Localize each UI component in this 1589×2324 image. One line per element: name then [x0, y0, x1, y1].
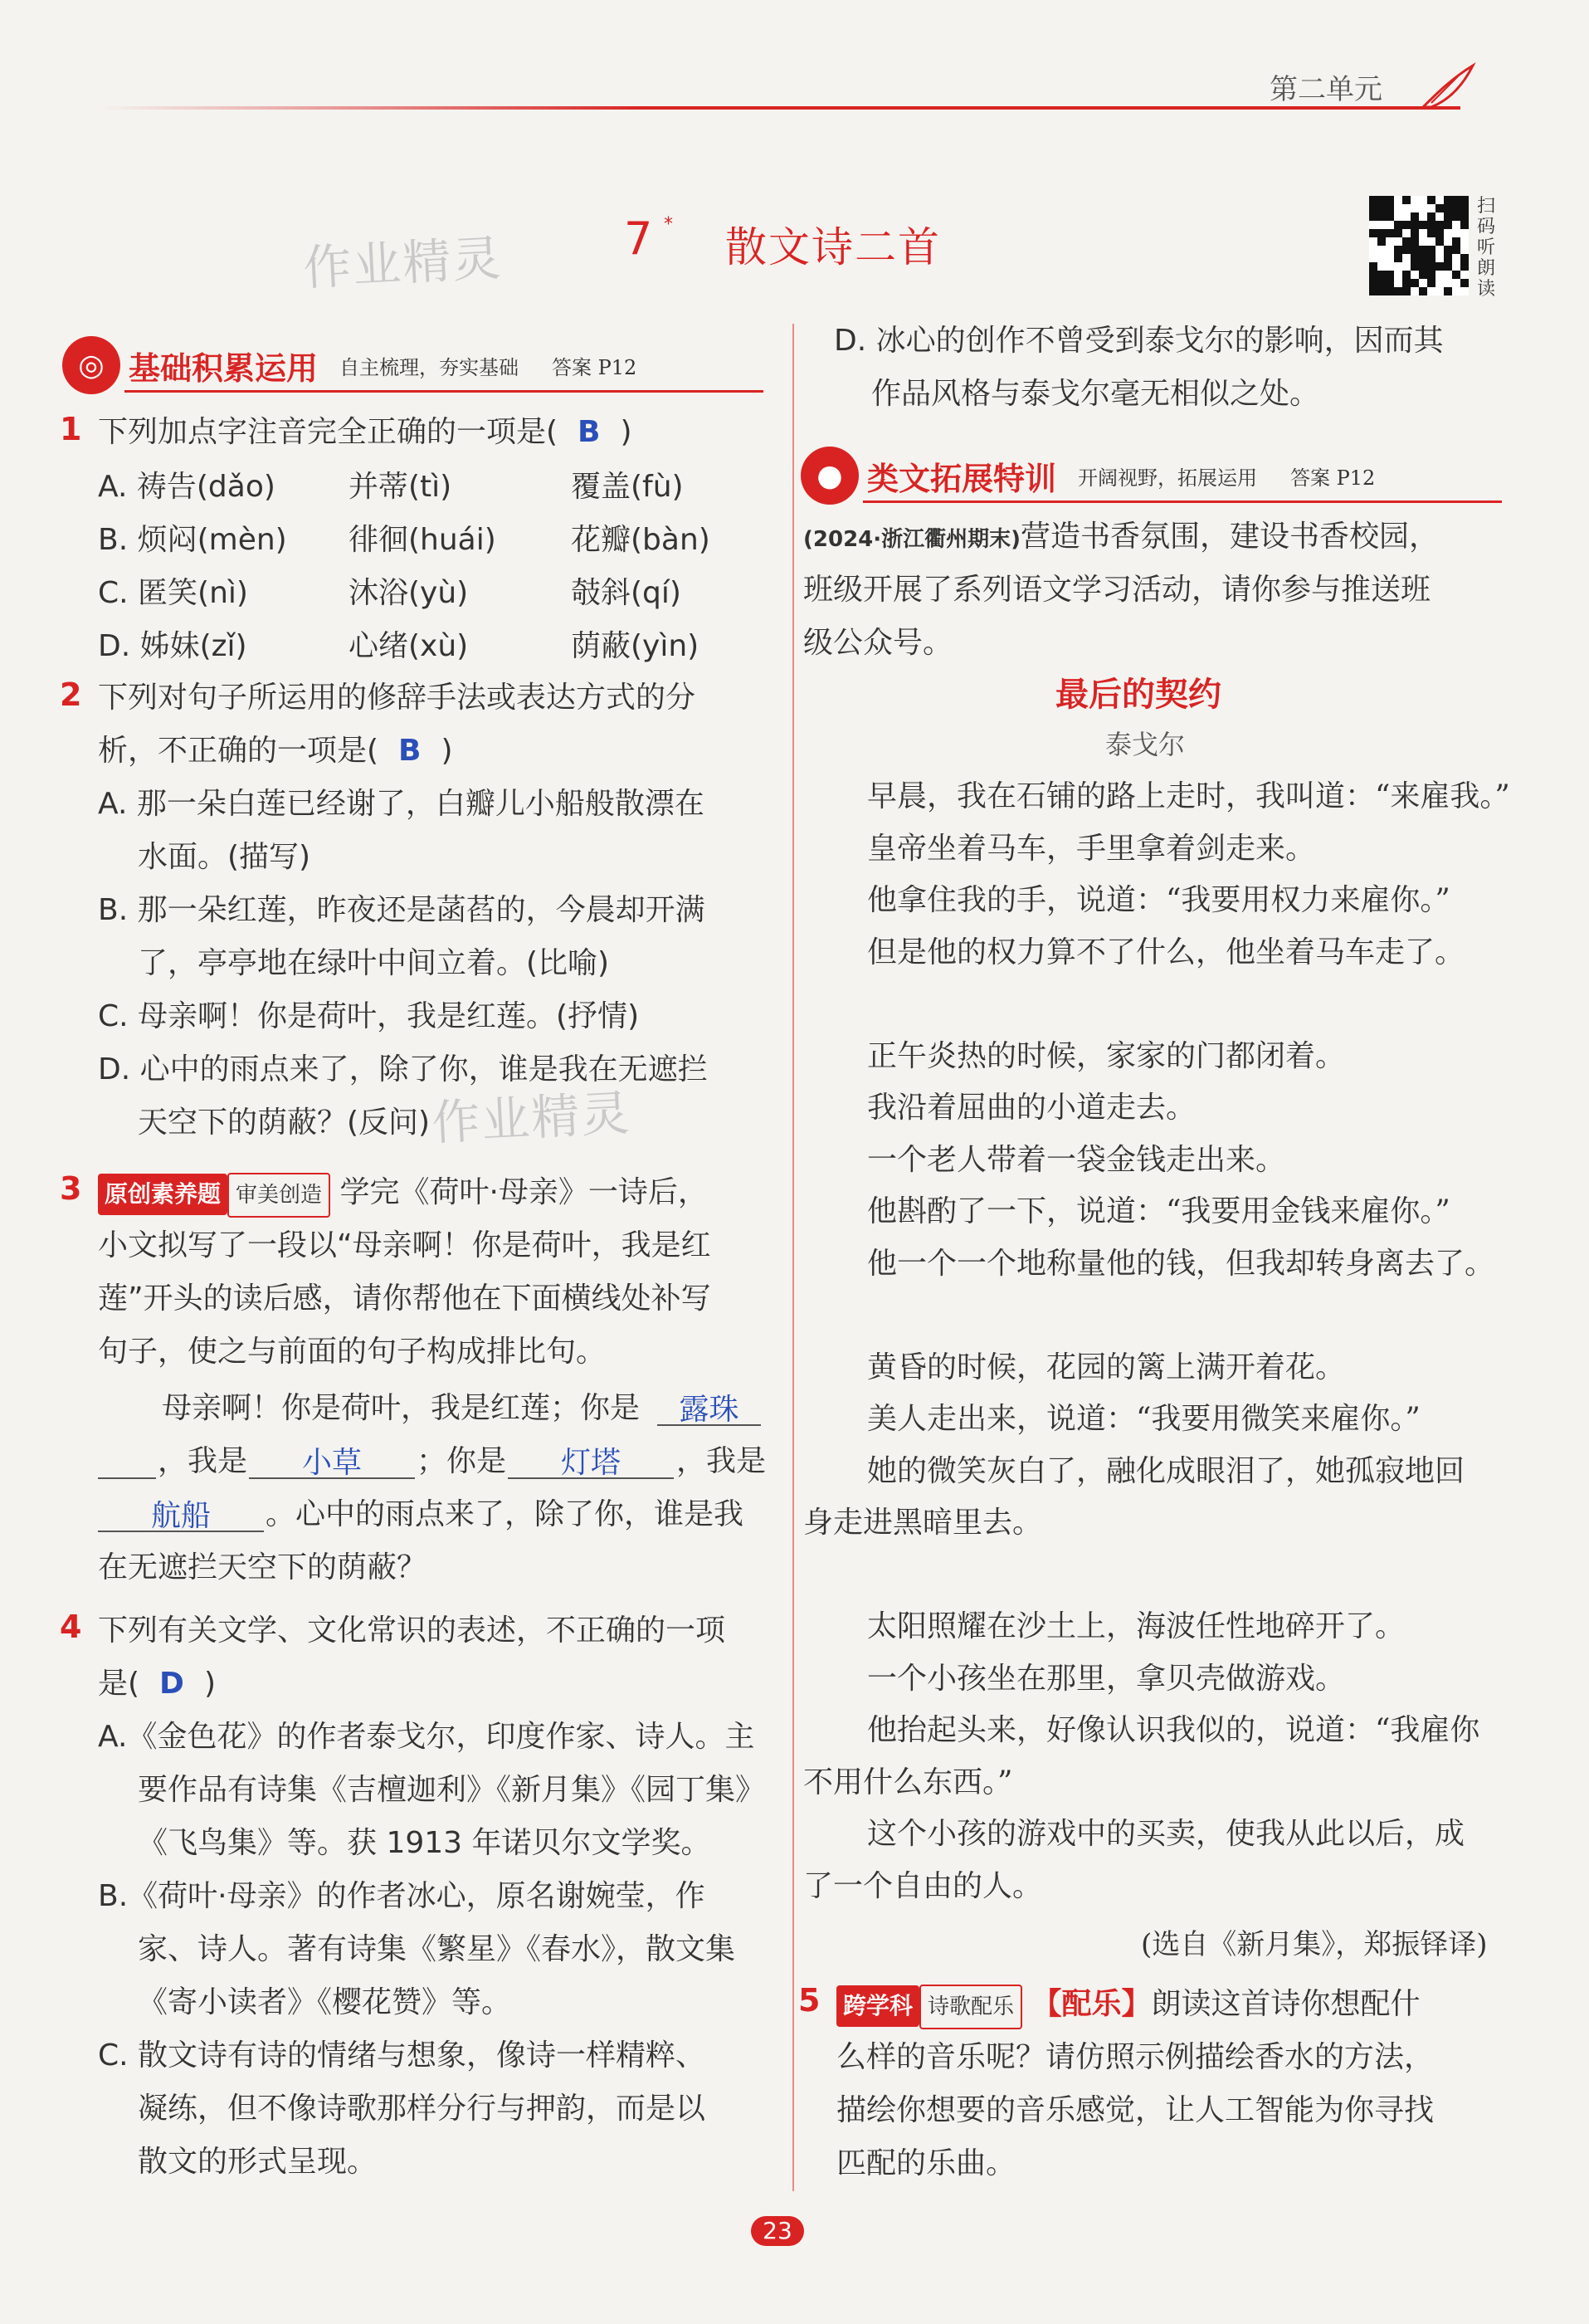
qr-module	[1419, 229, 1427, 237]
qr-module	[1419, 221, 1427, 229]
qr-module	[1402, 204, 1411, 212]
qr-module	[1411, 262, 1419, 271]
qr-module	[1411, 196, 1419, 204]
qr-module	[1386, 254, 1394, 262]
qr-module	[1386, 279, 1394, 287]
q1-option-cell: 并蒂(tì)	[349, 470, 452, 504]
globe-icon: ●	[801, 447, 859, 505]
q2-option-line: C. 母亲啊！你是荷叶，我是红莲。(抒情)	[98, 999, 640, 1033]
qr-module	[1402, 279, 1411, 287]
section-basic	[62, 342, 636, 388]
qr-module	[1419, 246, 1427, 254]
qr-module	[1419, 196, 1427, 204]
qr-module	[1452, 221, 1460, 229]
q4-stem-line2: 是( D )	[98, 1667, 216, 1701]
q2-answer: B	[398, 734, 422, 768]
qr-module	[1460, 212, 1469, 221]
q1-option-cell: 覆盖(fù)	[571, 470, 684, 504]
qr-module	[1435, 221, 1444, 229]
qr-module	[1427, 221, 1435, 229]
q1-option-cell: 心绪(xù)	[349, 629, 469, 663]
qr-module	[1460, 262, 1469, 271]
qr-module	[1435, 196, 1444, 204]
qr-module	[1377, 262, 1386, 271]
qr-module	[1377, 204, 1386, 212]
q3-blank-2[interactable]: 小草	[249, 1439, 415, 1479]
target-icon: ◎	[62, 336, 120, 394]
watermark: 作业精灵	[301, 229, 504, 297]
qr-module	[1419, 262, 1427, 271]
qr-module	[1386, 237, 1394, 246]
qr-module	[1452, 204, 1460, 212]
qr-module	[1427, 279, 1435, 287]
qr-module	[1444, 254, 1452, 262]
qr-module	[1435, 246, 1444, 254]
section-title: 类文拓展特训	[867, 460, 1057, 497]
q4-option-line: A.《金色花》的作者泰戈尔，印度作家、诗人。主	[98, 1720, 755, 1754]
q5-line1: 跨学科 诗歌配乐 【配乐】朗读这首诗你想配什	[836, 1984, 1421, 2029]
qr-module	[1411, 204, 1419, 212]
q4-stem-line1: 下列有关文学、文化常识的表述，不正确的一项	[98, 1614, 726, 1648]
q3-fill-mid2: ；你是	[417, 1444, 507, 1478]
qr-module	[1369, 262, 1377, 271]
qr-module	[1402, 271, 1411, 279]
qr-module	[1369, 246, 1377, 254]
intro-line1: (2024·浙江衢州期末)营造书香氛围，建设书香校园，	[803, 520, 1440, 554]
qr-module	[1369, 287, 1377, 295]
answer-ref: 答案 P12	[552, 355, 637, 379]
qr-module	[1444, 204, 1452, 212]
poem-line: 黄昏的时候，花园的篱上满开着花。	[867, 1350, 1346, 1384]
qr-module	[1386, 204, 1394, 212]
q4-option-line: B.《荷叶·母亲》的作者冰心，原名谢婉莹，作	[98, 1879, 705, 1913]
qr-module	[1419, 279, 1427, 287]
qr-module	[1452, 246, 1460, 254]
qr-module	[1377, 221, 1386, 229]
unit-label: 第二单元	[1270, 73, 1382, 106]
qr-module	[1419, 287, 1427, 295]
qr-module	[1411, 212, 1419, 221]
qr-module	[1419, 204, 1427, 212]
poem-citation: (选自《新月集》，郑振铎译)	[1141, 1928, 1488, 1961]
q3-fill-mid1: ，我是	[158, 1444, 248, 1478]
qr-module	[1460, 246, 1469, 254]
poem-line: 她的微笑灰白了，融化成眼泪了，她孤寂地回	[867, 1453, 1465, 1488]
qr-module	[1435, 254, 1444, 262]
qr-module	[1460, 279, 1469, 287]
header-rule	[100, 106, 1460, 110]
qr-module	[1460, 229, 1469, 237]
qr-module	[1460, 221, 1469, 229]
qr-module	[1452, 254, 1460, 262]
qr-module	[1386, 262, 1394, 271]
watermark: 作业精灵	[430, 1084, 632, 1152]
qr-module	[1369, 212, 1377, 221]
qr-module	[1452, 279, 1460, 287]
qr-module	[1394, 221, 1402, 229]
qr-module	[1435, 271, 1444, 279]
qr-module	[1386, 221, 1394, 229]
qr-module	[1419, 237, 1427, 246]
qr-module	[1369, 204, 1377, 212]
qr-module	[1411, 237, 1419, 246]
q2-option-line: B. 那一朵红莲，昨夜还是菡萏的，今晨却开满	[98, 893, 705, 927]
qr-module	[1377, 237, 1386, 246]
qr-module	[1377, 246, 1386, 254]
section-title: 基础积累运用	[129, 349, 319, 387]
poem-line: 美人走出来，说道：“我要用微笑来雇你。”	[867, 1402, 1421, 1436]
q1-option-cell: 沐浴(yù)	[349, 576, 469, 610]
qr-module	[1386, 212, 1394, 221]
qr-module	[1377, 196, 1386, 204]
qr-module	[1444, 221, 1452, 229]
qr-module	[1444, 279, 1452, 287]
q1-option-cell: D. 姊妹(zǐ)	[98, 629, 247, 663]
qr-module	[1411, 229, 1419, 237]
qr-module	[1411, 279, 1419, 287]
qr-module	[1435, 287, 1444, 295]
qr-module	[1427, 287, 1435, 295]
page-number: 23	[751, 2216, 804, 2246]
qr-module	[1460, 254, 1469, 262]
qr-module	[1411, 271, 1419, 279]
poem-title: 最后的契约	[1055, 676, 1221, 714]
qr-module	[1452, 212, 1460, 221]
poem-line: 但是他的权力算不了什么，他坐着马车走了。	[867, 935, 1465, 969]
qr-module	[1460, 287, 1469, 295]
qr-module	[1419, 271, 1427, 279]
column-divider	[792, 324, 794, 2191]
poem-line: 身走进黑暗里去。	[803, 1506, 1043, 1540]
original-tag: 原创素养题	[98, 1174, 227, 1215]
qr-module	[1402, 237, 1411, 246]
qr-module	[1394, 237, 1402, 246]
qr-module	[1369, 254, 1377, 262]
qr-module	[1377, 254, 1386, 262]
qr-module	[1444, 287, 1452, 295]
q4-option-line: 凝练，但不像诗歌那样分行与押韵，而是以	[138, 2092, 706, 2126]
qr-module	[1402, 196, 1411, 204]
qr-module	[1386, 196, 1394, 204]
qr-module	[1402, 287, 1411, 295]
poem-line: 一个老人带着一袋金钱走出来。	[867, 1142, 1286, 1177]
qr-module	[1444, 246, 1452, 254]
poem-line: 他一个一个地称量他的钱，但我却转身离去了。	[867, 1246, 1495, 1281]
qr-module	[1411, 221, 1419, 229]
qr-module	[1435, 237, 1444, 246]
qr-module	[1386, 271, 1394, 279]
qr-module	[1460, 196, 1469, 204]
qr-module	[1444, 196, 1452, 204]
qr-module	[1394, 279, 1402, 287]
question-number: 1	[60, 411, 82, 447]
q3-fill-intro: 母亲啊！你是荷叶，我是红莲；你是	[162, 1391, 641, 1425]
qr-module	[1369, 229, 1377, 237]
q4-option-line: 《飞鸟集》等。获 1913 年诺贝尔文学奖。	[138, 1826, 711, 1860]
q2-stem-line2: 析，不正确的一项是( B )	[98, 734, 453, 768]
q4-option-line: 散文的形式呈现。	[138, 2145, 378, 2179]
q1-option-cell: B. 烦闷(mèn)	[98, 523, 287, 557]
intro-line2: 班级开展了系列语文学习活动，请你参与推送班	[803, 573, 1431, 607]
q3-line4: 句子，使之与前面的句子构成排比句。	[98, 1335, 607, 1369]
qr-module	[1369, 271, 1377, 279]
qr-module	[1394, 287, 1402, 295]
qr-module	[1419, 254, 1427, 262]
qr-module	[1427, 262, 1435, 271]
qr-module	[1452, 262, 1460, 271]
question-number: 4	[60, 1609, 82, 1645]
poem-line: 皇帝坐着马车，手里拿着剑走来。	[867, 831, 1316, 866]
qr-module	[1435, 279, 1444, 287]
q5-line2: 么样的音乐呢？请仿照示例描绘香水的方法，	[836, 2040, 1435, 2074]
qr-module	[1369, 221, 1377, 229]
section-subtitle: 自主梳理，夯实基础	[339, 355, 519, 379]
q2-option-line: 水面。(描写)	[138, 840, 311, 874]
q1-option-cell: 荫蔽(yìn)	[571, 629, 699, 663]
poem-line: 我沿着屈曲的小道走去。	[867, 1091, 1197, 1125]
q4-option-line: 《寄小读者》《樱花赞》等。	[138, 1985, 512, 2019]
qr-module	[1411, 254, 1419, 262]
qr-module	[1427, 229, 1435, 237]
q3-line2: 小文拟写了一段以“母亲啊！你是荷叶，我是红	[98, 1228, 711, 1262]
poem-line: 了一个自由的人。	[803, 1868, 1043, 1903]
q2-option-line: A. 那一朵白莲已经谢了，白瓣儿小船般散漂在	[98, 787, 704, 821]
qr-module	[1452, 287, 1460, 295]
qr-module	[1386, 287, 1394, 295]
question-number: 2	[60, 676, 82, 713]
q1-option-cell: C. 匿笑(nì)	[98, 576, 248, 610]
q4-option-line: 要作品有诗集《吉檀迦利》《新月集》《园丁集》	[138, 1773, 766, 1807]
qr-module	[1419, 212, 1427, 221]
q1-answer: B	[578, 415, 601, 449]
poem-line: 他斟酌了一下，说道：“我要用金钱来雇你。”	[867, 1194, 1450, 1228]
qr-module	[1394, 196, 1402, 204]
music-tag: 诗歌配乐	[919, 1985, 1022, 2029]
qr-module	[1402, 254, 1411, 262]
q5-line3: 描绘你想要的音乐感觉，让人工智能为你寻找	[836, 2093, 1435, 2127]
qr-module	[1427, 246, 1435, 254]
q3-blank-3[interactable]: 灯塔	[508, 1439, 674, 1479]
q2-option-line: 天空下的荫蔽？(反问)	[138, 1106, 431, 1140]
poem-author: 泰戈尔	[1105, 729, 1186, 760]
qr-module	[1394, 229, 1402, 237]
qr-module	[1427, 237, 1435, 246]
poem-line: 不用什么东西。”	[803, 1765, 1013, 1799]
qr-module	[1394, 204, 1402, 212]
qr-module	[1402, 262, 1411, 271]
qr-module	[1411, 246, 1419, 254]
q3-fill-tail: 。心中的雨点来了，除了你，谁是我	[266, 1497, 744, 1531]
lesson-star: *	[664, 214, 673, 235]
qr-module	[1427, 254, 1435, 262]
qr-module	[1386, 229, 1394, 237]
intro-source: (2024·浙江衢州期末)	[803, 527, 1021, 552]
feather-icon	[1419, 61, 1477, 111]
q3-fill-mid3: ，我是	[676, 1444, 767, 1478]
q4-option-d-line1: D. 冰心的创作不曾受到泰戈尔的影响，因而其	[834, 324, 1444, 358]
qr-module	[1394, 262, 1402, 271]
section-subtitle: 开阔视野，拓展运用	[1078, 466, 1258, 490]
section-rule	[863, 500, 1502, 503]
qr-module	[1460, 204, 1469, 212]
q3-blank-4[interactable]: 航船	[98, 1492, 264, 1532]
qr-module	[1402, 212, 1411, 221]
qr-module	[1444, 229, 1452, 237]
q4-answer: D	[159, 1667, 184, 1701]
qr-module	[1435, 212, 1444, 221]
q1-option-cell: 攲斜(qí)	[571, 576, 681, 610]
q4-option-line: 家、诗人。著有诗集《繁星》《春水》，散文集	[138, 1932, 736, 1966]
q4-option-d-line2: 作品风格与泰戈尔毫无相似之处。	[871, 377, 1320, 411]
poem-line: 一个小孩坐在那里，拿贝壳做游戏。	[867, 1661, 1346, 1696]
qr-module	[1460, 271, 1469, 279]
qr-module	[1369, 237, 1377, 246]
section-rule	[124, 390, 763, 393]
poem-line: 早晨，我在石铺的路上走时，我叫道：“来雇我。”	[867, 779, 1510, 813]
qr-module	[1394, 254, 1402, 262]
qr-module	[1452, 237, 1460, 246]
qr-code-icon[interactable]	[1369, 196, 1469, 295]
q1-option-cell: 徘徊(huái)	[349, 523, 496, 557]
qr-module	[1369, 279, 1377, 287]
q1-option-cell: A. 祷告(dǎo)	[98, 470, 275, 504]
q1-option-cell: 花瓣(bàn)	[571, 523, 710, 557]
poem-line: 正午炎热的时候，家家的门都闭着。	[867, 1038, 1346, 1073]
aesthetic-tag: 审美创造	[227, 1173, 330, 1218]
qr-module	[1394, 271, 1402, 279]
qr-module	[1377, 229, 1386, 237]
q5-bracket: 【配乐】	[1031, 1987, 1152, 2021]
qr-module	[1435, 229, 1444, 237]
q3-blank-1[interactable]: 露珠	[657, 1386, 761, 1426]
qr-module	[1444, 237, 1452, 246]
qr-module	[1435, 262, 1444, 271]
qr-module	[1452, 196, 1460, 204]
section-extension	[801, 452, 1375, 499]
scan-hint: 扫码听朗读	[1477, 196, 1496, 300]
qr-module	[1460, 237, 1469, 246]
qr-module	[1377, 287, 1386, 295]
lesson-title: 散文诗二首	[725, 223, 941, 271]
qr-module	[1427, 271, 1435, 279]
question-number: 3	[60, 1170, 82, 1207]
question-number: 5	[798, 1982, 821, 2019]
q3-blank-1-cont	[98, 1439, 156, 1479]
qr-module	[1377, 271, 1386, 279]
intro-line3: 级公众号。	[803, 626, 953, 660]
q3-fill-last: 在无遮拦天空下的荫蔽？	[98, 1550, 427, 1584]
qr-module	[1411, 287, 1419, 295]
q3-line1: 原创素养题 审美创造 学完《荷叶·母亲》一诗后，	[98, 1172, 708, 1218]
qr-module	[1452, 229, 1460, 237]
poem-line: 他拿住我的手，说道：“我要用权力来雇你。”	[867, 883, 1450, 917]
q5-line4: 匹配的乐曲。	[836, 2146, 1016, 2180]
qr-module	[1444, 262, 1452, 271]
qr-module	[1377, 279, 1386, 287]
qr-module	[1369, 196, 1377, 204]
qr-module	[1386, 246, 1394, 254]
q2-option-line: D. 心中的雨点来了，除了你，谁是我在无遮拦	[98, 1052, 708, 1086]
qr-module	[1377, 212, 1386, 221]
qr-module	[1427, 196, 1435, 204]
qr-module	[1452, 271, 1460, 279]
poem-line: 太阳照耀在沙土上，海波任性地碎开了。	[867, 1609, 1406, 1643]
cross-subject-tag: 跨学科	[836, 1985, 919, 2027]
poem-line: 他抬起头来，好像认识我似的，说道：“我雇你	[867, 1713, 1480, 1747]
lesson-number: 7	[624, 212, 653, 265]
qr-module	[1435, 204, 1444, 212]
qr-module	[1402, 221, 1411, 229]
q2-stem-line1: 下列对句子所运用的修辞手法或表达方式的分	[98, 681, 696, 715]
qr-module	[1402, 229, 1411, 237]
q3-line3: 莲”开头的读后感，请你帮他在下面横线处补写	[98, 1282, 711, 1316]
qr-module	[1444, 271, 1452, 279]
qr-module	[1394, 212, 1402, 221]
qr-module	[1427, 204, 1435, 212]
qr-module	[1444, 212, 1452, 221]
q4-option-line: C. 散文诗有诗的情绪与想象，像诗一样精粹、	[98, 2038, 706, 2073]
qr-module	[1427, 212, 1435, 221]
qr-module	[1402, 246, 1411, 254]
q1-stem: 下列加点字注音完全正确的一项是( B )	[98, 415, 632, 449]
answer-ref: 答案 P12	[1290, 466, 1376, 490]
q2-option-line: 了，亭亭地在绿叶中间立着。(比喻)	[138, 946, 610, 980]
poem-line: 这个小孩的游戏中的买卖，使我从此以后，成	[867, 1817, 1465, 1851]
qr-module	[1394, 246, 1402, 254]
